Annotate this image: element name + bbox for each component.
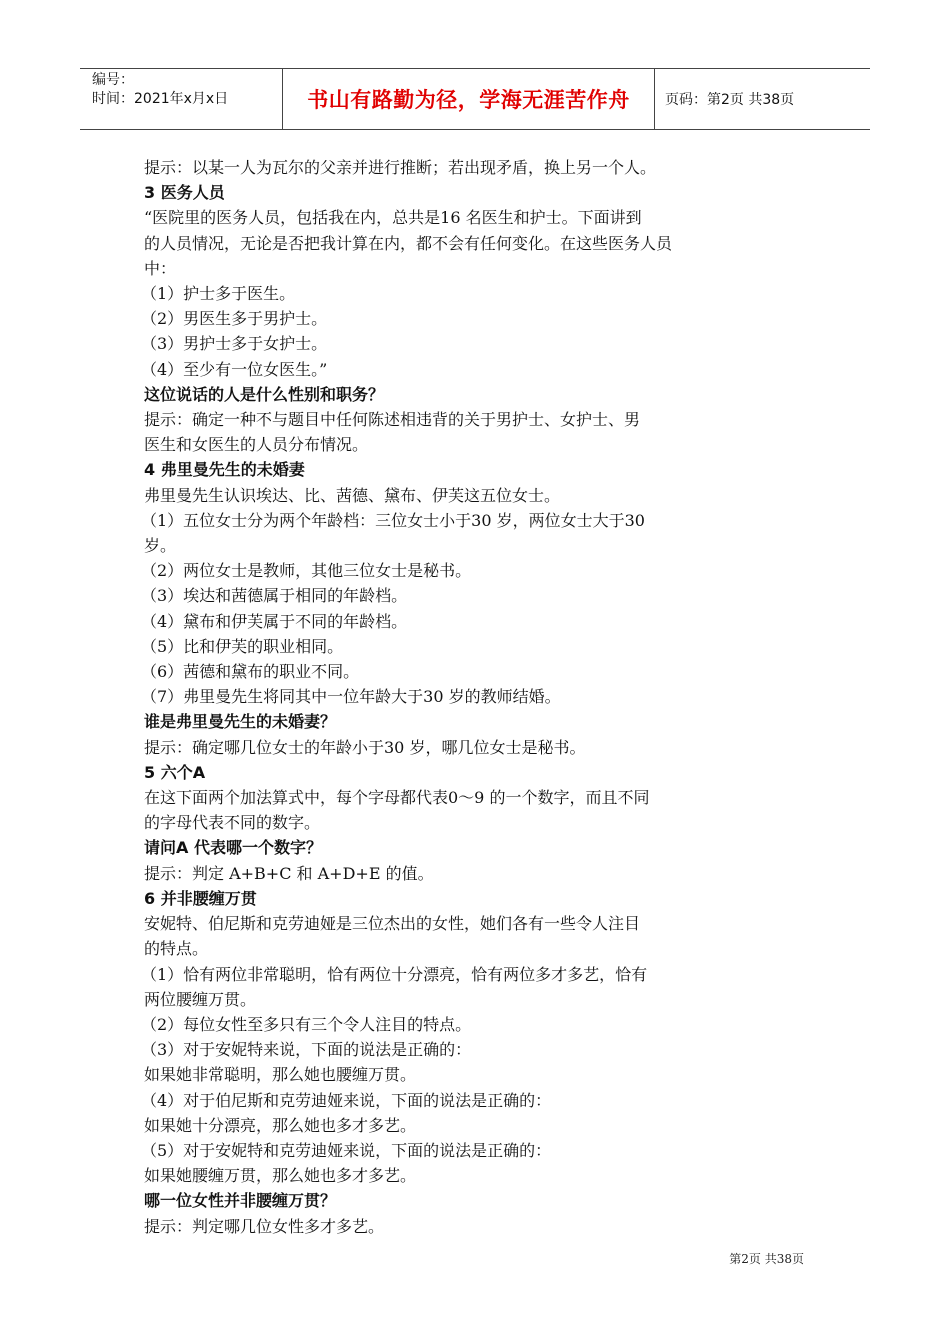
body-text-line: （5）比和伊芙的职业相同。 [141, 636, 344, 656]
body-text-line: （5）对于安妮特和克劳迪娅来说，下面的说法是正确的： [141, 1140, 552, 1160]
body-text-line: 医生和女医生的人员分布情况。 [144, 435, 369, 455]
section-heading-line: 请问A 代表哪一个数字？ [144, 838, 322, 858]
header-page-info: 页码：第2页 共38页 [665, 92, 795, 108]
body-text-line: （2）男医生多于男护士。 [141, 309, 328, 329]
body-text-line: （3）埃达和茜德属于相同的年龄档。 [141, 586, 408, 606]
header-meta [80, 69, 283, 129]
body-text-line: 如果她非常聪明，那么她也腰缠万贯。 [144, 1065, 417, 1085]
body-text-line: （3）男护士多于女护士。 [141, 334, 328, 354]
section-heading-line: 4 弗里曼先生的未婚妻 [144, 460, 305, 480]
body-text-line: 如果她腰缠万贯，那么她也多才多艺。 [144, 1166, 417, 1186]
body-text-line: 提示：确定一种不与题目中任何陈述相违背的关于男护士、女护士、男 [144, 410, 641, 430]
body-text-line: 提示：判定 A+B+C 和 A+D+E 的值。 [144, 863, 434, 883]
body-text-line: 安妮特、伯尼斯和克劳迪娅是三位杰出的女性，她们各有一些令人注目 [144, 914, 641, 934]
body-text-line: （6）茜德和黛布的职业不同。 [141, 662, 360, 682]
body-text-line: 的字母代表不同的数字。 [144, 813, 321, 833]
page-footer [729, 1250, 804, 1267]
section-heading-line: 6 并非腰缠万贯 [144, 888, 257, 908]
body-text-line: （1）恰有两位非常聪明，恰有两位十分漂亮，恰有两位多才多艺，恰有 [141, 964, 648, 984]
header-page-info-cell [655, 69, 870, 129]
page-header [80, 68, 870, 130]
body-text-line: （7）弗里曼先生将同其中一位年龄大于30 岁的教师结婚。 [141, 687, 561, 707]
body-text-line: 如果她十分漂亮，那么她也多才多艺。 [144, 1115, 417, 1135]
section-heading-line: 3 医务人员 [144, 183, 225, 203]
body-text-line: 弗里曼先生认识埃达、比、茜德、黛布、伊芙这五位女士。 [144, 485, 561, 505]
body-text-line: 提示：确定哪几位女士的年龄小于30 岁，哪几位女士是秘书。 [144, 737, 586, 757]
footer-page-number: 第2页 共38页 [729, 1252, 804, 1266]
body-text-line: （4）至少有一位女医生。” [141, 359, 328, 379]
body-text-line: 的特点。 [144, 939, 209, 959]
body-text-line: 的人员情况，无论是否把我计算在内，都不会有任何变化。在这些医务人员 [144, 233, 673, 253]
header-motto-cell [283, 69, 655, 129]
body-text-line: （1）护士多于医生。 [141, 284, 296, 304]
body-text-line: （3）对于安妮特来说，下面的说法是正确的： [141, 1040, 472, 1060]
body-text-line: 岁。 [144, 536, 177, 556]
document-body [141, 155, 794, 1239]
document-date: 时间：2021年x月x日 [92, 91, 229, 107]
section-heading-line: 这位说话的人是什么性别和职务？ [144, 384, 385, 404]
body-text-line: 提示：以某一人为瓦尔的父亲并进行推断；若出现矛盾，换上另一个人。 [144, 158, 657, 177]
body-text-line: （4）黛布和伊芙属于不同的年龄档。 [141, 611, 408, 631]
body-text-line: “医院里的医务人员，包括我在内，总共是16 名医生和护士。下面讲到 [144, 208, 642, 228]
body-text-line: 提示：判定哪几位女性多才多艺。 [144, 1216, 385, 1236]
body-text-line: 两位腰缠万贯。 [144, 989, 257, 1009]
body-text-line: （4）对于伯尼斯和克劳迪娅来说，下面的说法是正确的： [141, 1090, 552, 1110]
section-heading-line: 5 六个A [144, 762, 206, 782]
body-text-line: （2）每位女性至多只有三个令人注目的特点。 [141, 1014, 472, 1034]
section-heading-line: 谁是弗里曼先生的未婚妻？ [144, 712, 337, 732]
document-code-label: 编号： [92, 72, 134, 88]
body-text-line: 在这下面两个加法算式中，每个字母都代表0～9 的一个数字，而且不同 [144, 788, 650, 808]
body-text-line: 中： [144, 258, 177, 278]
body-text-line: （1）五位女士分为两个年龄档：三位女士小于30 岁，两位女士大于30 [141, 510, 645, 530]
body-text-line: （2）两位女士是教师，其他三位女士是秘书。 [141, 561, 472, 581]
section-heading-line: 哪一位女性并非腰缠万贯？ [144, 1191, 337, 1211]
header-motto: 书山有路勤为径，学海无涯苦作舟 [307, 88, 630, 112]
